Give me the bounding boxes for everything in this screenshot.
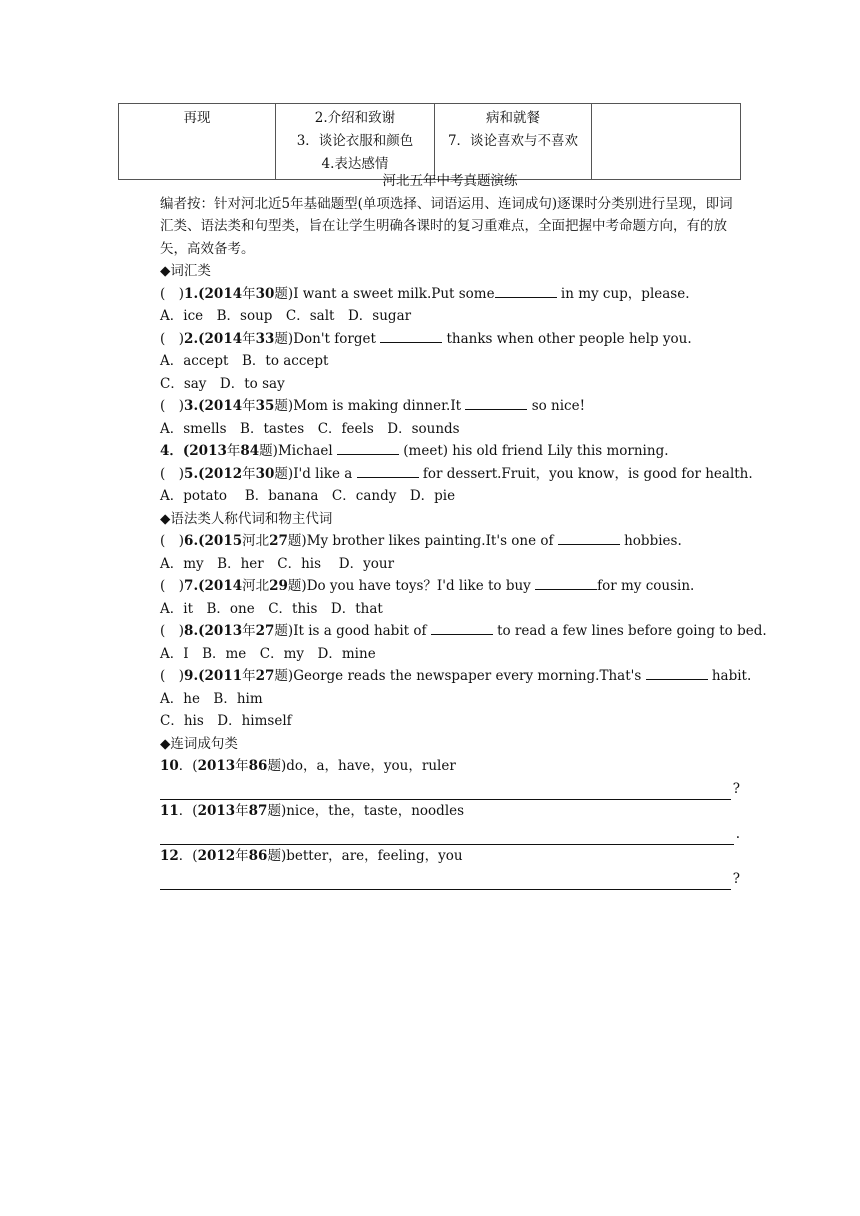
question-8-options: A．I B．me C．my D．mine (160, 645, 376, 662)
question-source: 年 (242, 398, 256, 414)
question-source: 河北 (242, 578, 270, 594)
question-source-end: 题) (287, 578, 307, 594)
answer-blank[interactable] (337, 440, 399, 455)
question-number: 8.(2013 (184, 623, 243, 639)
question-1 (160, 283, 740, 306)
word-list: better，are，feeling，you (286, 848, 463, 864)
section-heading-vocab: ◆词汇类 (160, 263, 211, 279)
question-source: 年 (242, 623, 256, 639)
question-number: 5.(2012 (184, 465, 243, 482)
answer-rule[interactable] (160, 783, 731, 800)
question-number: 12 (160, 848, 179, 864)
question-source-num: 29 (269, 578, 288, 594)
end-punctuation: ? (732, 870, 740, 887)
question-source-num: 27 (269, 533, 288, 549)
question-source-pre: ．( (178, 803, 198, 819)
question-source-end: 题) (274, 398, 294, 414)
question-text: Don't forget (293, 330, 381, 347)
question-source-pre: ．( (178, 848, 198, 864)
question-source-pre: ．( (178, 758, 198, 774)
answer-paren[interactable]: ( ) (160, 533, 185, 549)
question-text: It is a good habit of (293, 623, 431, 639)
question-text: hobbies. (619, 533, 682, 549)
question-source-end: 题) (274, 623, 294, 639)
question-5-options: A．potato B．banana C．candy D．pie (160, 488, 456, 504)
cell-text: 病和就餐 (486, 110, 540, 126)
question-text: in my cup，please. (556, 285, 690, 302)
question-source-end: 题) (274, 285, 294, 302)
question-source: 年 (242, 285, 256, 302)
word-list: nice，the，taste，noodles (286, 803, 465, 819)
question-source-num: 35 (255, 398, 275, 414)
exercise-body (160, 170, 767, 890)
question-number: 6.(2015 (184, 533, 243, 549)
question-4 (160, 440, 740, 463)
question-2-options: C．say D．to say (160, 375, 285, 392)
answer-paren[interactable]: ( ) (160, 578, 185, 594)
question-6-options: A．my B．her C．his D．your (160, 555, 395, 572)
question-source-end: 题) (267, 848, 287, 864)
answer-paren[interactable]: ( ) (160, 398, 185, 414)
question-source-num: 86 (248, 848, 268, 864)
answer-line[interactable] (160, 868, 740, 891)
question-text: to read a few lines before going to bed. (492, 623, 767, 639)
answer-blank[interactable] (535, 575, 597, 590)
question-text: I'd like a (293, 465, 357, 482)
question-source-year: 2013 (197, 803, 236, 819)
question-source: 河北 (242, 533, 270, 549)
question-source-year: 2013 (197, 758, 236, 774)
table-row (119, 104, 741, 180)
question-source-num: 87 (248, 803, 268, 819)
word-list: do，a，have，you，ruler (286, 758, 456, 774)
question-7 (160, 575, 740, 598)
question-text: Mom is making dinner.It (293, 398, 466, 414)
question-source-num: 27 (255, 668, 275, 684)
question-source: 年 (235, 758, 249, 774)
answer-paren[interactable]: ( ) (160, 623, 185, 639)
answer-blank[interactable] (380, 328, 442, 343)
question-number: 7.(2014 (184, 578, 243, 594)
question-source-end: 题) (274, 330, 294, 347)
answer-blank[interactable] (646, 665, 708, 680)
question-source-num: 33 (255, 330, 275, 347)
question-source-year: 2012 (197, 848, 236, 864)
question-9-options: A．he B．him (160, 690, 263, 707)
answer-rule[interactable] (160, 828, 734, 845)
table-cell-1 (119, 104, 276, 180)
table-cell-4 (592, 104, 741, 180)
question-11 (160, 800, 740, 823)
answer-blank[interactable] (465, 395, 527, 410)
question-text: I want a sweet milk.Put some (293, 285, 495, 302)
question-source-end: 题) (267, 758, 287, 774)
question-number: 10 (160, 758, 179, 774)
answer-paren[interactable]: ( ) (160, 465, 185, 482)
question-9 (160, 665, 752, 688)
section-heading-grammar: ◆语法类人称代词和物主代词 (160, 510, 333, 527)
table-cell-3 (435, 104, 592, 180)
answer-paren[interactable]: ( ) (160, 285, 185, 302)
question-source-end: 题) (287, 533, 307, 549)
question-source-num: 84 (240, 443, 260, 459)
question-source: 年 (242, 668, 256, 684)
question-6 (160, 530, 740, 553)
cell-text: 4.表达感情 (321, 156, 389, 172)
answer-paren[interactable]: ( ) (160, 668, 185, 684)
cell-text: 再现 (183, 110, 211, 126)
question-source: 年 (235, 803, 249, 819)
question-source-end: 题) (259, 443, 278, 459)
question-5 (160, 463, 753, 486)
editor-note: 编者按：针对河北近5年基础题型(单项选择、词语运用、连词成句)逐课时分类别进行呈现，即词汇类、语法类和句型类，旨在让学生明确各课时的复习重难点，全面把握中考命题方向，有的放矢，高效备考。 (160, 195, 733, 257)
question-text: for dessert.Fruit，you know，is good for health. (418, 465, 753, 482)
question-8 (160, 620, 767, 643)
question-9-options: C．his D．himself (160, 713, 292, 729)
question-number: 4．(2013 (160, 443, 227, 459)
section-heading-sentence: ◆连词成句类 (160, 735, 238, 752)
question-source-end: 题) (267, 803, 287, 819)
question-source-num: 30 (255, 465, 275, 482)
question-text: thanks when other people help you. (442, 330, 692, 347)
answer-blank[interactable] (357, 463, 419, 478)
question-source-num: 86 (248, 758, 268, 774)
question-number: 9.(2011 (184, 668, 243, 684)
question-source: 年 (242, 465, 256, 482)
question-2 (160, 328, 740, 351)
answer-rule[interactable] (160, 873, 731, 890)
answer-blank[interactable] (495, 283, 557, 298)
question-source: 年 (226, 443, 241, 459)
question-text: Do you have toys？I'd like to buy (306, 578, 536, 594)
question-source-end: 题) (274, 668, 294, 684)
question-1-options: A．ice B．soup C．salt D．sugar (160, 308, 412, 324)
question-source: 年 (242, 330, 256, 347)
question-10 (160, 755, 740, 778)
question-source-end: 题) (274, 465, 294, 482)
question-number: 2.(2014 (184, 330, 243, 347)
question-2-options: A．accept B．to accept (160, 353, 329, 369)
question-text: (meet) his old friend Lily this morning. (398, 443, 669, 459)
question-source: 年 (235, 848, 249, 864)
answer-line[interactable] (160, 778, 740, 801)
answer-line[interactable] (160, 823, 740, 846)
answer-paren[interactable]: ( ) (160, 330, 185, 347)
question-3-options: A．smells B．tastes C．feels D．sounds (160, 420, 460, 437)
cell-text: 7．谈论喜欢与不喜欢 (447, 133, 579, 149)
question-number: 11 (160, 803, 179, 819)
question-text: George reads the newspaper every morning.That's (293, 668, 646, 684)
answer-blank[interactable] (431, 620, 493, 635)
question-text: Michael (277, 443, 337, 459)
question-7-options: A．it B．one C．this D．that (160, 600, 383, 617)
question-text: My brother likes painting.It's one of (306, 533, 558, 549)
question-3 (160, 395, 740, 418)
cell-text: 2.介绍和致谢 (314, 110, 396, 126)
question-source-num: 27 (255, 623, 275, 639)
question-text: for my cousin. (597, 578, 695, 594)
end-punctuation: ? (732, 780, 740, 797)
question-source-num: 30 (255, 285, 275, 302)
question-text: so nice! (527, 398, 586, 414)
end-punctuation: . (735, 825, 740, 842)
question-12 (160, 845, 740, 868)
cell-text: 3．谈论衣服和颜色 (296, 133, 414, 149)
question-number: 1.(2014 (184, 285, 243, 302)
question-text: habit. (707, 668, 752, 684)
table-cell-2 (276, 104, 435, 180)
section-title: 河北五年中考真题演练 (382, 173, 518, 189)
question-number: 3.(2014 (184, 398, 243, 414)
answer-blank[interactable] (558, 530, 620, 545)
topic-table (118, 103, 741, 180)
